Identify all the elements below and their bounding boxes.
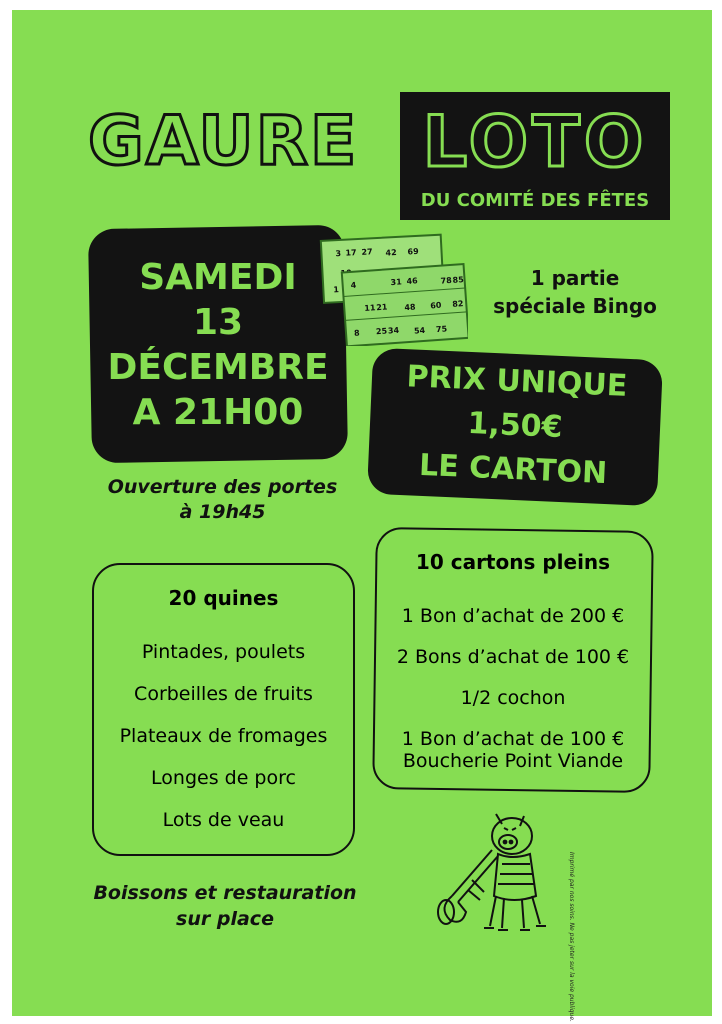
card-number: 8 — [353, 328, 360, 338]
card-number: 82 — [451, 299, 464, 309]
card-number: 85 — [452, 275, 465, 285]
prize-sponsor: Boucherie Point Viande — [402, 750, 624, 772]
card-number: 54 — [413, 325, 426, 336]
card-number: 78 — [440, 275, 453, 286]
card-number: 27 — [361, 247, 373, 257]
card-number: 46 — [406, 276, 418, 287]
price-line: 1,50€ — [466, 405, 564, 446]
bingo-note — [460, 264, 690, 320]
doors-line: à 19h45 — [179, 501, 266, 523]
quines-title: 20 quines — [168, 586, 279, 610]
prize-item: Pintades, poulets — [141, 641, 306, 663]
date-line: SAMEDI — [139, 257, 297, 298]
title-gaure: GAURE — [88, 102, 359, 181]
date-line: DÉCEMBRE — [107, 347, 329, 388]
refreshments-note — [80, 880, 370, 932]
card-number: 11 — [364, 303, 376, 314]
card-number: 21 — [376, 302, 388, 313]
card-number: 17 — [345, 248, 357, 258]
loto-card-front — [342, 264, 468, 346]
bingo-line: 1 partie — [530, 266, 620, 290]
pig-trombone-illustration — [432, 800, 552, 940]
card-number: 25 — [375, 326, 388, 337]
price-text — [367, 354, 662, 499]
prize-item: 1/2 cochon — [460, 687, 566, 709]
card-number: 31 — [390, 277, 403, 288]
card-number: 34 — [387, 325, 400, 336]
legal-notice: Imprimé par nos soins. Ne pas jeter sur la voie publique. — [568, 852, 575, 1022]
prize-item: Lots de veau — [162, 809, 285, 831]
cartons-title: 10 cartons pleins — [415, 550, 611, 574]
prize-item: 1 Bon d’achat de 200 € — [401, 605, 625, 627]
bingo-line: spéciale Bingo — [493, 294, 657, 318]
card-number: 75 — [435, 324, 448, 335]
date-line: A 21H00 — [132, 392, 304, 433]
refreshments-line: Boissons et restauration — [93, 882, 357, 904]
card-number: 69 — [407, 246, 419, 257]
prize-item: 1 Bon d’achat de 100 € — [401, 728, 625, 750]
prize-item: Corbeilles de fruits — [134, 683, 313, 705]
doors-line: Ouverture des portes — [107, 476, 338, 498]
card-number: 48 — [404, 302, 416, 313]
cartons-list — [374, 596, 652, 760]
date-line: 13 — [192, 302, 244, 343]
doors-opening — [80, 475, 365, 525]
card-number: 1 — [333, 285, 340, 295]
event-date — [90, 255, 346, 435]
refreshments-line: sur place — [176, 908, 274, 930]
card-number: 4 — [350, 280, 357, 290]
loto-cards-image — [318, 232, 468, 346]
price-line: PRIX UNIQUE — [405, 359, 629, 404]
prize-item: Longes de porc — [151, 767, 296, 789]
card-number: 42 — [385, 248, 397, 258]
card-number: 60 — [430, 300, 442, 311]
title-loto: LOTO — [422, 101, 648, 183]
prize-item: 2 Bons d’achat de 100 € — [396, 646, 630, 668]
card-number: 3 — [335, 248, 342, 259]
subtitle-comite: DU COMITÉ DES FÊTES — [420, 190, 650, 211]
price-line: LE CARTON — [418, 447, 608, 492]
quines-list — [92, 631, 355, 841]
prize-item: Plateaux de fromages — [119, 725, 328, 747]
